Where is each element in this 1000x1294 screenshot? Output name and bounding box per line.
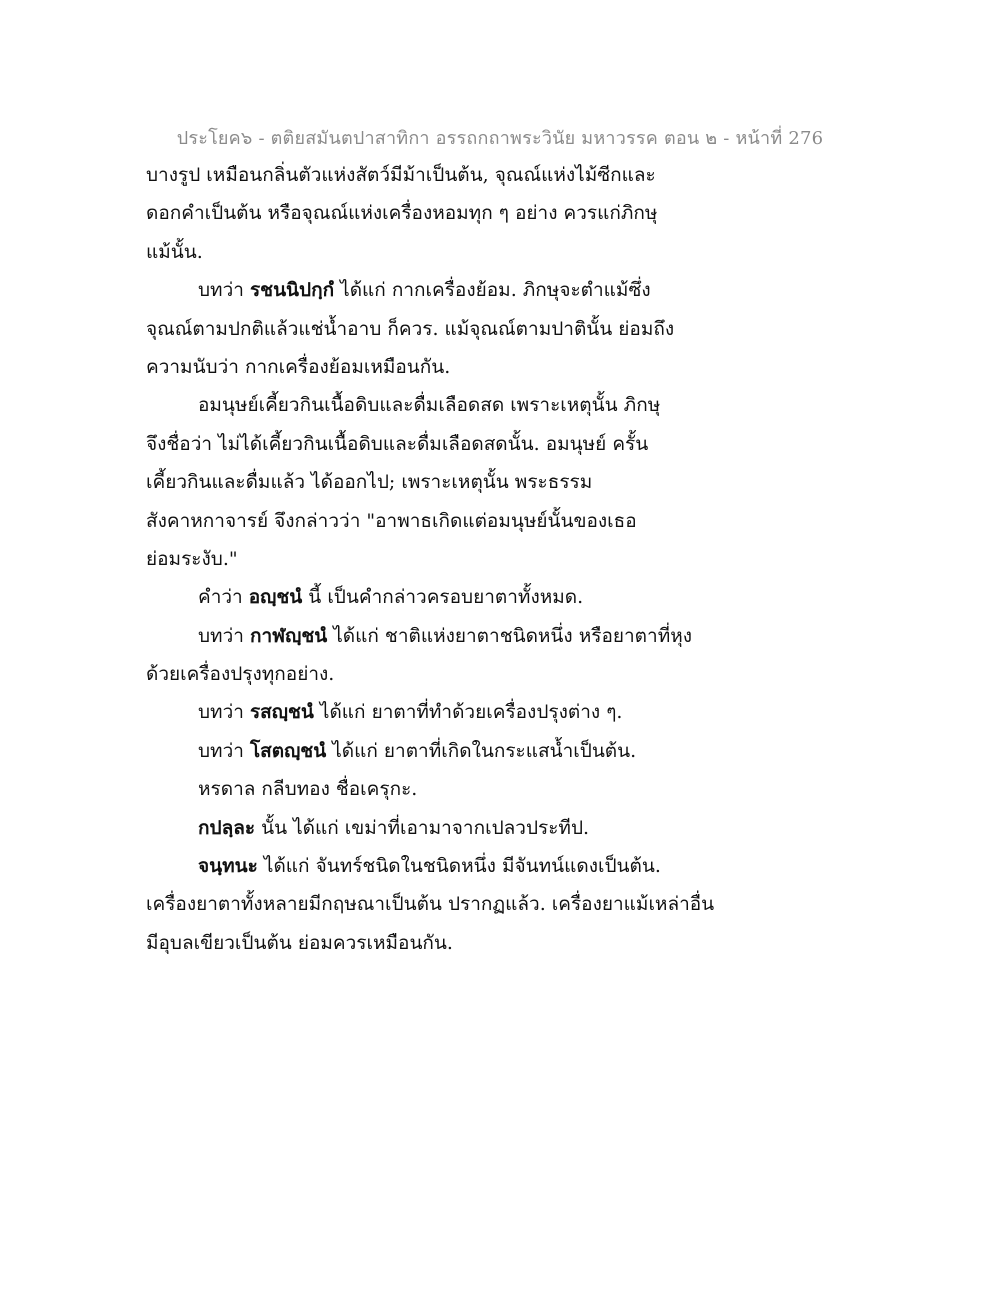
text-segment: แม้นั้น. — [146, 240, 203, 263]
text-line — [146, 693, 726, 731]
text-segment: ด้วยเครื่องปรุงทุกอย่าง. — [146, 663, 335, 686]
text-line — [146, 386, 726, 424]
text-segment: เคี้ยวกินและดื่มแล้ว ได้ออกไป; เพราะเหตุนั้น พระธรรม — [146, 471, 593, 494]
text-line — [146, 194, 726, 232]
text-segment: ได้แก่ กากเครื่องย้อม. ภิกษุจะตำแม้ซึ่ง — [334, 279, 651, 302]
text-segment: ความนับว่า กากเครื่องย้อมเหมือนกัน. — [146, 355, 451, 378]
pali-term: จนฺทนะ — [198, 855, 258, 878]
text-segment: บทว่า — [198, 739, 250, 762]
text-line — [146, 655, 726, 693]
text-segment: บทว่า — [198, 624, 250, 647]
text-segment: นั้น ได้แก่ เขม่าที่เอามาจากเปลวประทีป. — [255, 816, 590, 839]
text-segment: บทว่า — [198, 279, 250, 302]
text-segment: ย่อมระงับ." — [146, 547, 238, 570]
pali-term: โสตญฺชนํ — [249, 739, 327, 762]
text-segment: อมนุษย์เคี้ยวกินเนื้อดิบและดื่มเลือดสด เพราะเหตุนั้น ภิกษุ — [198, 394, 661, 417]
pali-term: กปลฺละ — [198, 816, 256, 839]
text-line — [146, 310, 726, 348]
body-text — [146, 156, 726, 962]
text-segment: ได้แก่ ชาติแห่งยาตาชนิดหนึ่ง หรือยาตาที่หุง — [327, 624, 693, 647]
text-segment: เครื่องยาตาทั้งหลายมีกฤษณาเป็นต้น ปรากฏแล้ว. เครื่องยาแม้เหล่าอื่น — [146, 893, 715, 916]
pali-term: อญฺชนํ — [248, 586, 303, 609]
pali-term: รชนนิปกฺกํ — [249, 279, 335, 302]
text-line — [146, 809, 726, 847]
text-segment: ได้แก่ ยาตาที่เกิดในกระแสน้ำเป็นต้น. — [326, 739, 637, 762]
text-line — [146, 271, 726, 309]
text-line — [146, 540, 726, 578]
text-segment: ดอกคำเป็นต้น หรือจุณณ์แห่งเครื่องหอมทุก ๆ อย่าง ควรแก่ภิกษุ — [146, 202, 658, 225]
text-line — [146, 732, 726, 770]
text-segment: บางรูป เหมือนกลิ่นตัวแห่งสัตว์มีม้าเป็นต้น, จุณณ์แห่งไม้ซีกและ — [146, 164, 656, 186]
pali-term: กาฬญฺชนํ — [249, 624, 328, 647]
text-line — [146, 156, 726, 194]
text-segment: บทว่า — [198, 701, 250, 724]
text-segment: นี้ เป็นคำกล่าวครอบยาตาทั้งหมด. — [302, 586, 584, 609]
text-line — [146, 617, 726, 655]
text-segment: คำว่า — [198, 586, 249, 609]
text-segment: จุณณ์ตามปกติแล้วแช่น้ำอาบ ก็ควร. แม้จุณณ์ตามปาตินั้น ย่อมถึง — [146, 317, 675, 340]
text-line — [146, 425, 726, 463]
text-segment: จึงชื่อว่า ไม่ได้เคี้ยวกินเนื้อดิบและดื่มเลือดสดนั้น. อมนุษย์ ครั้น — [146, 432, 649, 455]
running-header: ประโยค๖ - ตติยสมันตปาสาทิกา อรรถกถาพระวินัย มหาวรรค ตอน ๒ - หน้าที่ 276 — [176, 128, 824, 149]
text-line — [146, 348, 726, 386]
text-segment: มีอุบลเขียวเป็นต้น ย่อมควรเหมือนกัน. — [146, 931, 453, 954]
text-line — [146, 502, 726, 540]
text-line — [146, 578, 726, 616]
text-segment: ได้แก่ จันทร์ชนิดในชนิดหนึ่ง มีจันทน์แดงเป็นต้น. — [257, 855, 661, 878]
text-line — [146, 924, 726, 962]
text-segment: หรดาล กลีบทอง ชื่อเครุกะ. — [198, 778, 418, 801]
text-segment: ได้แก่ ยาตาที่ทำด้วยเครื่องปรุงต่าง ๆ. — [313, 701, 623, 724]
text-segment: สังคาหกาจารย์ จึงกล่าวว่า "อาพาธเกิดแต่อมนุษย์นั้นของเธอ — [146, 509, 637, 532]
text-line — [146, 770, 726, 808]
pali-term: รสญฺชนํ — [249, 701, 314, 724]
text-line — [146, 463, 726, 501]
text-line — [146, 233, 726, 271]
text-line — [146, 885, 726, 923]
text-line — [146, 847, 726, 885]
